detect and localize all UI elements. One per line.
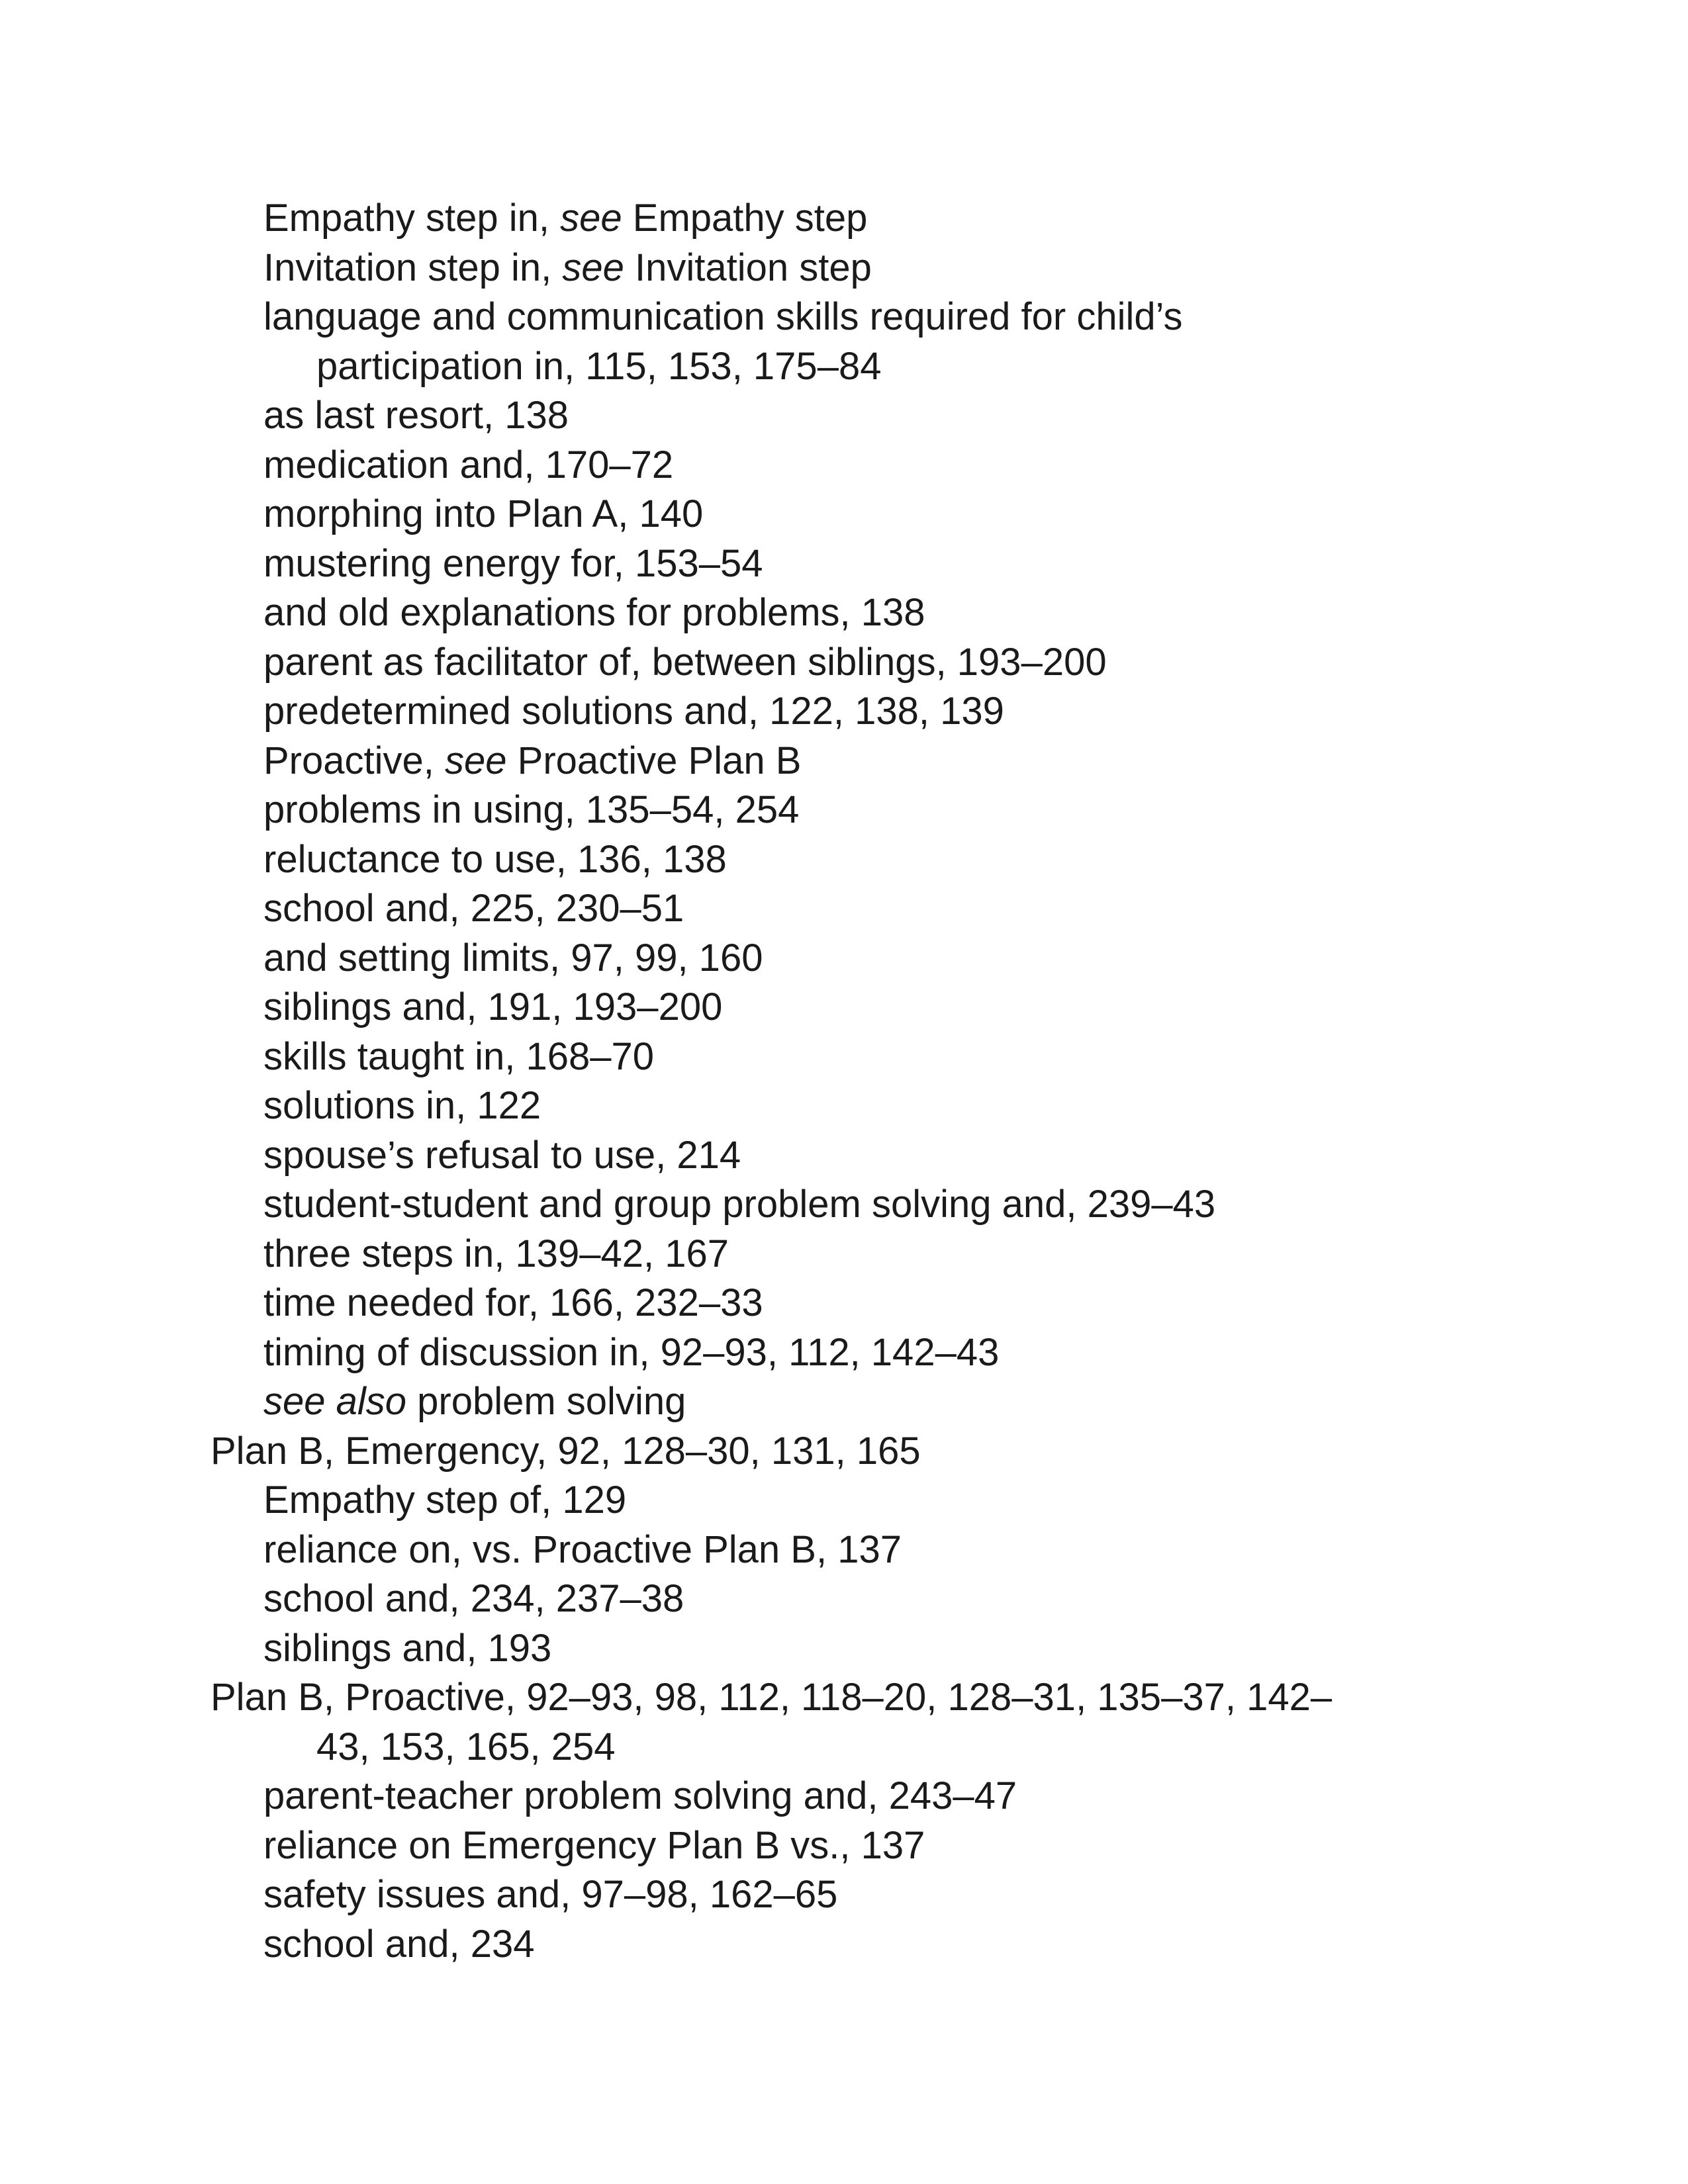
index-subentry	[211, 194, 1468, 244]
index-subentry	[211, 490, 1468, 539]
index-subentry	[211, 539, 1468, 589]
index-subentry	[211, 1180, 1468, 1230]
index-subentry	[211, 1525, 1468, 1575]
entry-text: Plan B, Proactive, 92–93, 98, 112, 118–20, 128–31, 135–37, 142–	[211, 1676, 1333, 1719]
entry-text: spouse’s refusal to use, 214	[263, 1133, 741, 1177]
cross-reference-term: see	[562, 246, 624, 289]
cross-reference-term: see	[560, 197, 622, 240]
entry-text: Invitation step in,	[263, 246, 563, 289]
index-subentry	[211, 737, 1468, 786]
entry-text: and setting limits, 97, 99, 160	[263, 936, 763, 979]
entry-text: mustering energy for, 153–54	[263, 541, 763, 585]
index-subentry	[211, 1821, 1468, 1871]
entry-text: school and, 234, 237–38	[263, 1577, 684, 1620]
cross-reference-term: see also	[263, 1380, 407, 1423]
index-subentry	[211, 1230, 1468, 1279]
entry-text: Empathy step	[622, 197, 868, 240]
entry-text: reliance on Emergency Plan B vs., 137	[263, 1823, 925, 1867]
entry-text: reliance on, vs. Proactive Plan B, 137	[263, 1527, 902, 1571]
index-subentry	[211, 244, 1468, 293]
entry-text: problem solving	[406, 1380, 686, 1423]
entry-text: as last resort, 138	[263, 394, 569, 437]
entry-text: Empathy step in,	[263, 197, 561, 240]
entry-text: predetermined solutions and, 122, 138, 139	[263, 690, 1004, 733]
entry-text: three steps in, 139–42, 167	[263, 1232, 729, 1275]
entry-text: 43, 153, 165, 254	[316, 1725, 616, 1768]
entry-text: Proactive Plan B	[506, 739, 802, 782]
entry-text: siblings and, 193	[263, 1626, 552, 1670]
index-entry-list	[211, 194, 1468, 1969]
entry-text: and old explanations for problems, 138	[263, 591, 925, 634]
entry-text: Empathy step of, 129	[263, 1479, 627, 1522]
index-subentry	[211, 1772, 1468, 1821]
index-subentry	[211, 293, 1468, 342]
index-subentry	[211, 1377, 1468, 1427]
entry-text: time needed for, 166, 232–33	[263, 1281, 763, 1324]
entry-text: safety issues and, 97–98, 162–65	[263, 1873, 838, 1916]
entry-text: morphing into Plan A, 140	[263, 492, 704, 535]
index-entry-continuation	[211, 342, 1468, 392]
index-subentry	[211, 1032, 1468, 1082]
cross-reference-term: see	[445, 739, 507, 782]
index-subentry	[211, 1476, 1468, 1525]
entry-text: language and communication skills required for child’s	[263, 295, 1183, 338]
entry-text: skills taught in, 168–70	[263, 1034, 655, 1078]
entry-text: school and, 225, 230–51	[263, 887, 684, 930]
entry-text: school and, 234	[263, 1922, 535, 1966]
entry-text: solutions in, 122	[263, 1084, 541, 1127]
entry-text: Proactive,	[263, 739, 445, 782]
index-subentry	[211, 1279, 1468, 1328]
index-main-entry	[211, 1673, 1468, 1723]
entry-text: participation in, 115, 153, 175–84	[316, 344, 882, 388]
index-subentry	[211, 441, 1468, 490]
entry-text: problems in using, 135–54, 254	[263, 788, 800, 831]
index-subentry	[211, 1081, 1468, 1131]
index-subentry	[211, 1131, 1468, 1181]
entry-text: siblings and, 191, 193–200	[263, 985, 723, 1028]
index-subentry	[211, 983, 1468, 1032]
index-subentry	[211, 1574, 1468, 1624]
index-subentry	[211, 884, 1468, 934]
entry-text: parent as facilitator of, between siblings, 193–200	[263, 640, 1107, 684]
index-entry-continuation	[211, 1723, 1468, 1772]
index-subentry	[211, 687, 1468, 737]
index-subentry	[211, 786, 1468, 835]
entry-text: Plan B, Emergency, 92, 128–30, 131, 165	[211, 1429, 921, 1473]
entry-text: timing of discussion in, 92–93, 112, 142–43	[263, 1330, 1000, 1374]
entry-text: Invitation step	[624, 246, 872, 289]
index-subentry	[211, 1920, 1468, 1970]
index-subentry	[211, 1328, 1468, 1378]
entry-text: reluctance to use, 136, 138	[263, 837, 727, 881]
entry-text: parent-teacher problem solving and, 243–47	[263, 1774, 1017, 1817]
index-subentry	[211, 1870, 1468, 1920]
index-subentry	[211, 934, 1468, 983]
index-main-entry	[211, 1427, 1468, 1477]
index-subentry	[211, 638, 1468, 688]
entry-text: student-student and group problem solving and, 239–43	[263, 1183, 1216, 1226]
index-subentry	[211, 1624, 1468, 1674]
entry-text: medication and, 170–72	[263, 443, 674, 486]
index-subentry	[211, 588, 1468, 638]
index-subentry	[211, 835, 1468, 885]
index-subentry	[211, 391, 1468, 441]
